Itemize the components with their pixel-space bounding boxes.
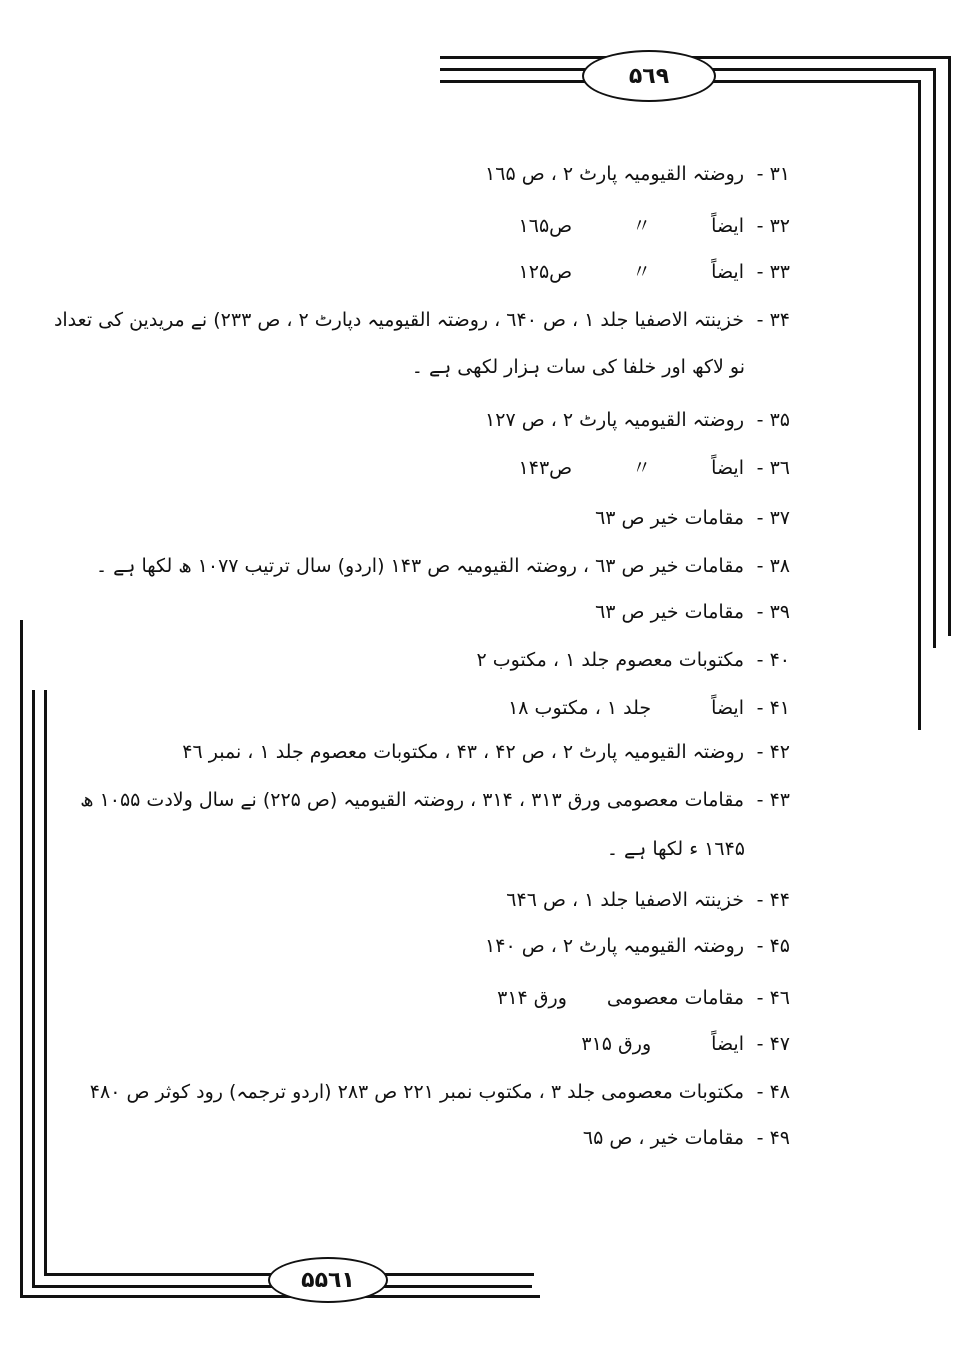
note-34: ۳۴ -خزینتہ الاصفیا جلد ۱ ، ص ٦۴۰ ، روضتہ القیومیہ دپارٹ ۲ ، ص ۲۳۳) نے مریدین کی تعداد — [53, 309, 790, 331]
note-39: ۳۹ -مقامات خیر ص ٦۳ — [595, 601, 790, 623]
left-frame-line-inner2 — [44, 690, 47, 1275]
left-frame-line-outer — [20, 620, 23, 1295]
right-frame-line-outer — [948, 56, 951, 636]
note-34-continuation: نو لاکھ اور خلفا کی سات ہزار لکھی ہے ۔ — [411, 356, 745, 378]
note-40: ۴۰ -مکتوبات معصوم جلد ۱ ، مکتوب ۲ — [476, 649, 790, 671]
note-44: ۴۴ -خزینتہ الاصفیا جلد ۱ ، ص ٦۴٦ — [506, 889, 790, 911]
note-33: ۳۳ -ایضاً〃ص۱۲۵ — [518, 261, 790, 283]
note-47: ۴۷ -ایضاًورق ۳۱۵ — [581, 1033, 790, 1055]
note-49: ۴۹ -مقامات خیر ، ص ٦۵ — [582, 1127, 790, 1149]
note-36: ۳٦ -ایضاً〃ص۱۴۳ — [518, 457, 790, 479]
header-page-number: ۵٦۹ — [582, 50, 716, 102]
note-43-continuation: ۱٦۴۵ ء لکھا ہے ۔ — [606, 838, 745, 860]
note-35: ۳۵ -روضتہ القیومیہ پارٹ ۲ ، ص ۱۲۷ — [485, 409, 790, 431]
note-42: ۴۲ -روضتہ القیومیہ پارٹ ۲ ، ص ۴۲ ، ۴۳ ، مکتوبات معصوم جلد ۱ ، نمبر ۴٦ — [182, 741, 790, 763]
note-31: ۳۱ -روضتہ القیومیہ پارٹ ۲ ، ص ۱٦۵ — [485, 163, 790, 185]
right-frame-line-inner2 — [918, 80, 921, 730]
bottom-frame-line-outer — [20, 1295, 540, 1298]
note-45: ۴۵ -روضتہ القیومیہ پارٹ ۲ ، ص ۱۴۰ — [485, 935, 790, 957]
note-46: ۴٦ -مقامات معصومیورق ۳۱۴ — [497, 987, 790, 1009]
note-48: ۴۸ -مکتوبات معصومی جلد ۳ ، مکتوب نمبر ۲۲۱ ص ۲۸۳ (اردو ترجمہ) رود کوثر ص ۴۸۰ — [89, 1081, 790, 1103]
note-43: ۴۳ -مقامات معصومی ورق ۳۱۳ ، ۳۱۴ ، روضتہ القیومیہ (ص ۲۲۵) نے سال ولادت ۱۰۵۵ ھ — [80, 789, 790, 811]
note-41: ۴۱ -ایضاًجلد ۱ ، مکتوب ۱۸ — [508, 697, 790, 719]
note-38: ۳۸ -مقامات خیر ص ٦۳ ، روضتہ القیومیہ ص ۱۴۳ (اردو) سال ترتیب ۱۰۷۷ ھ لکھا ہے ۔ — [96, 555, 790, 577]
right-frame-line-inner — [933, 68, 936, 648]
note-32: ۳۲ -ایضاً〃ص۱٦۵ — [518, 215, 790, 237]
footer-page-number: ۵۵٦۱ — [268, 1257, 388, 1303]
left-frame-line-inner — [32, 690, 35, 1285]
note-37: ۳۷ -مقامات خیر ص ٦۳ — [595, 507, 790, 529]
